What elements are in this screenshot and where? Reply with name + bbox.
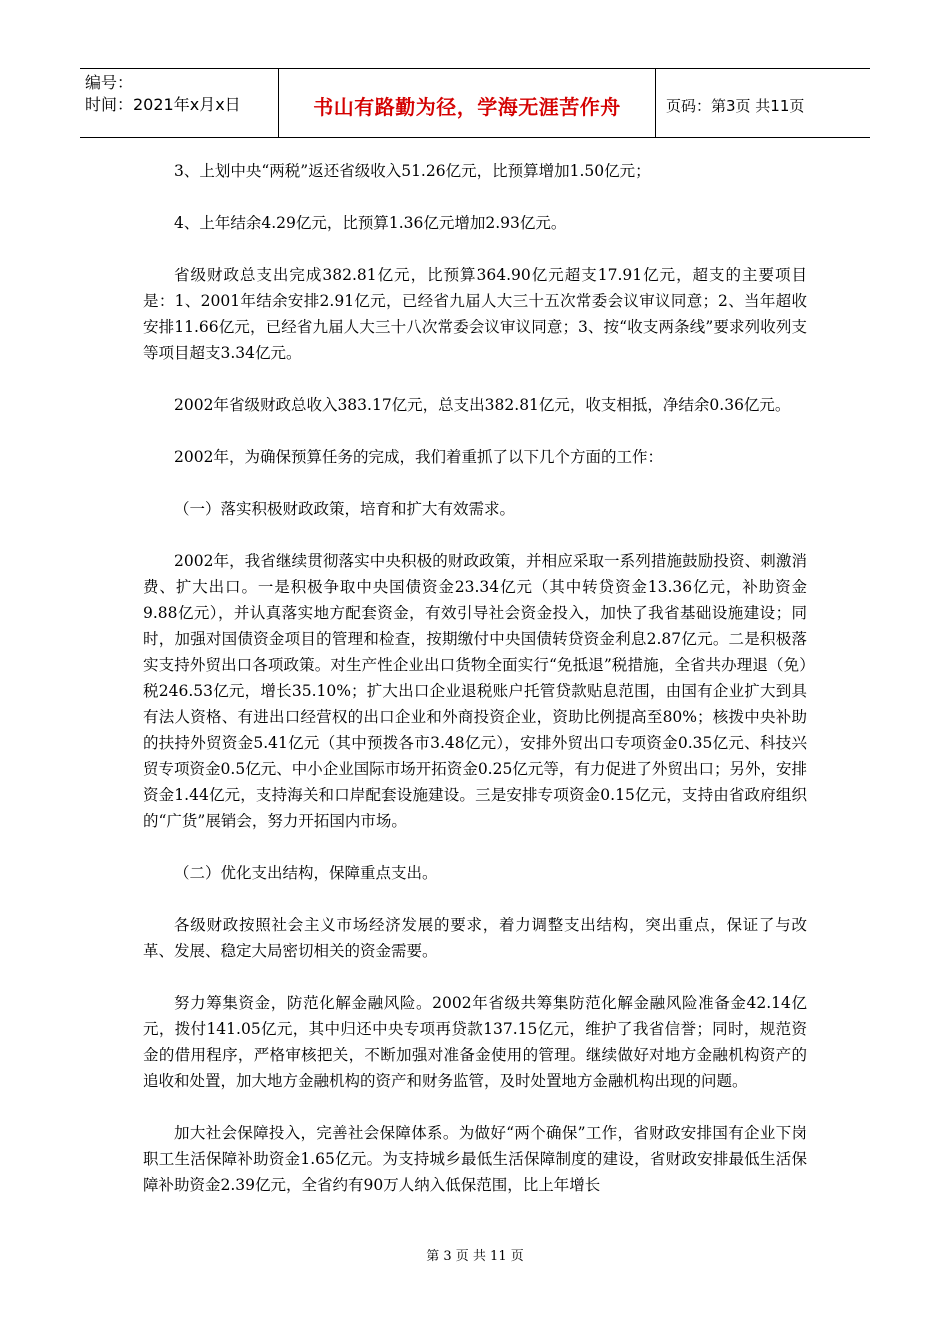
paragraph-7: 各级财政按照社会主义市场经济发展的要求，着力调整支出结构，突出重点，保证了与改革、发展、稳定大局密切相关的资金需要。 xyxy=(143,916,807,960)
section-heading-1: （一）落实积极财政政策，培育和扩大有效需求。 xyxy=(174,500,516,518)
paragraph-1: 3、上划中央“两税”返还省级收入51.26亿元，比预算增加1.50亿元； xyxy=(174,162,651,180)
paragraph-5: 2002年，为确保预算任务的完成，我们着重抓了以下几个方面的工作： xyxy=(174,448,663,466)
paragraph-9: 加大社会保障投入，完善社会保障体系。为做好“两个确保”工作，省财政安排国有企业下岗职工生活保障补助资金1.65亿元。为支持城乡最低生活保障制度的建设，省财政安排最低生活保障补助资金2.39亿元，全省约有90万人纳入低保范围，比上年增长 xyxy=(143,1124,807,1194)
paragraph-2: 4、上年结余4.29亿元，比预算1.36亿元增加2.93亿元。 xyxy=(174,214,567,232)
paragraph-8: 努力筹集资金，防范化解金融风险。2002年省级共筹集防范化解金融风险准备金42.14亿元，拨付141.05亿元，其中归还中央专项再贷款137.15亿元，维护了我省信誉；同时，规范资金的借用程序，严格审核把关，不断加强对准备金使用的管理。继续做好对地方金融机构资产的追收和处置，加大地方金融机构的资产和财务监管，及时处置地方金融机构出现的问题。 xyxy=(143,994,807,1090)
paragraph-6: 2002年，我省继续贯彻落实中央积极的财政政策，并相应采取一系列措施鼓励投资、刺激消费、扩大出口。一是积极争取中央国债资金23.34亿元（其中转贷资金13.36亿元，补助资金9.88亿元），并认真落实地方配套资金，有效引导社会资金投入，加快了我省基础设施建设；同时，加强对国债资金项目的管理和检查，按期缴付中央国债转贷资金利息2.87亿元。二是积极落实支持外贸出口各项政策。对生产性企业出口货物全面实行“免抵退”税措施，全省共办理退（免）税246.53亿元，增长35.10%；扩大出口企业退税账户托管贷款贴息范围，由国有企业扩大到具有法人资格、有进出口经营权的出口企业和外商投资企业，资助比例提高至80%；核拨中央补助的扶持外贸资金5.41亿元（其中预拨各市3.48亿元），安排外贸出口专项资金0.35亿元、科技兴贸专项资金0.5亿元、中小企业国际市场开拓资金0.25亿元等，有力促进了外贸出口；另外，安排资金1.44亿元，支持海关和口岸配套设施建设。三是安排专项资金0.15亿元，支持由省政府组织的“广货”展销会，努力开拓国内市场。 xyxy=(143,552,807,830)
paragraph-3: 省级财政总支出完成382.81亿元，比预算364.90亿元超支17.91亿元，超支的主要项目是：1、2001年结余安排2.91亿元，已经省九届人大三十五次常委会议审议同意；2、当年超收安排11.66亿元，已经省九届人大三十八次常委会议审议同意；3、按“收支两条线”要求列收列支等项目超支3.34亿元。 xyxy=(143,266,807,362)
header-page-number: 页码：第3页 共11页 xyxy=(666,96,805,115)
section-heading-2: （二）优化支出结构，保障重点支出。 xyxy=(174,864,438,882)
document-body xyxy=(143,158,807,1224)
document-number-label: 编号： xyxy=(85,73,134,92)
paragraph-4: 2002年省级财政总收入383.17亿元，总支出382.81亿元，收支相抵，净结余0.36亿元。 xyxy=(174,396,791,414)
document-date-label: 时间：2021年x月x日 xyxy=(85,95,241,114)
header-motto: 书山有路勤为径，学海无涯苦作舟 xyxy=(278,69,656,137)
page-footer: 第 3 页 共 11 页 xyxy=(426,1249,524,1264)
header-meta xyxy=(80,69,278,137)
page-header xyxy=(80,68,870,138)
